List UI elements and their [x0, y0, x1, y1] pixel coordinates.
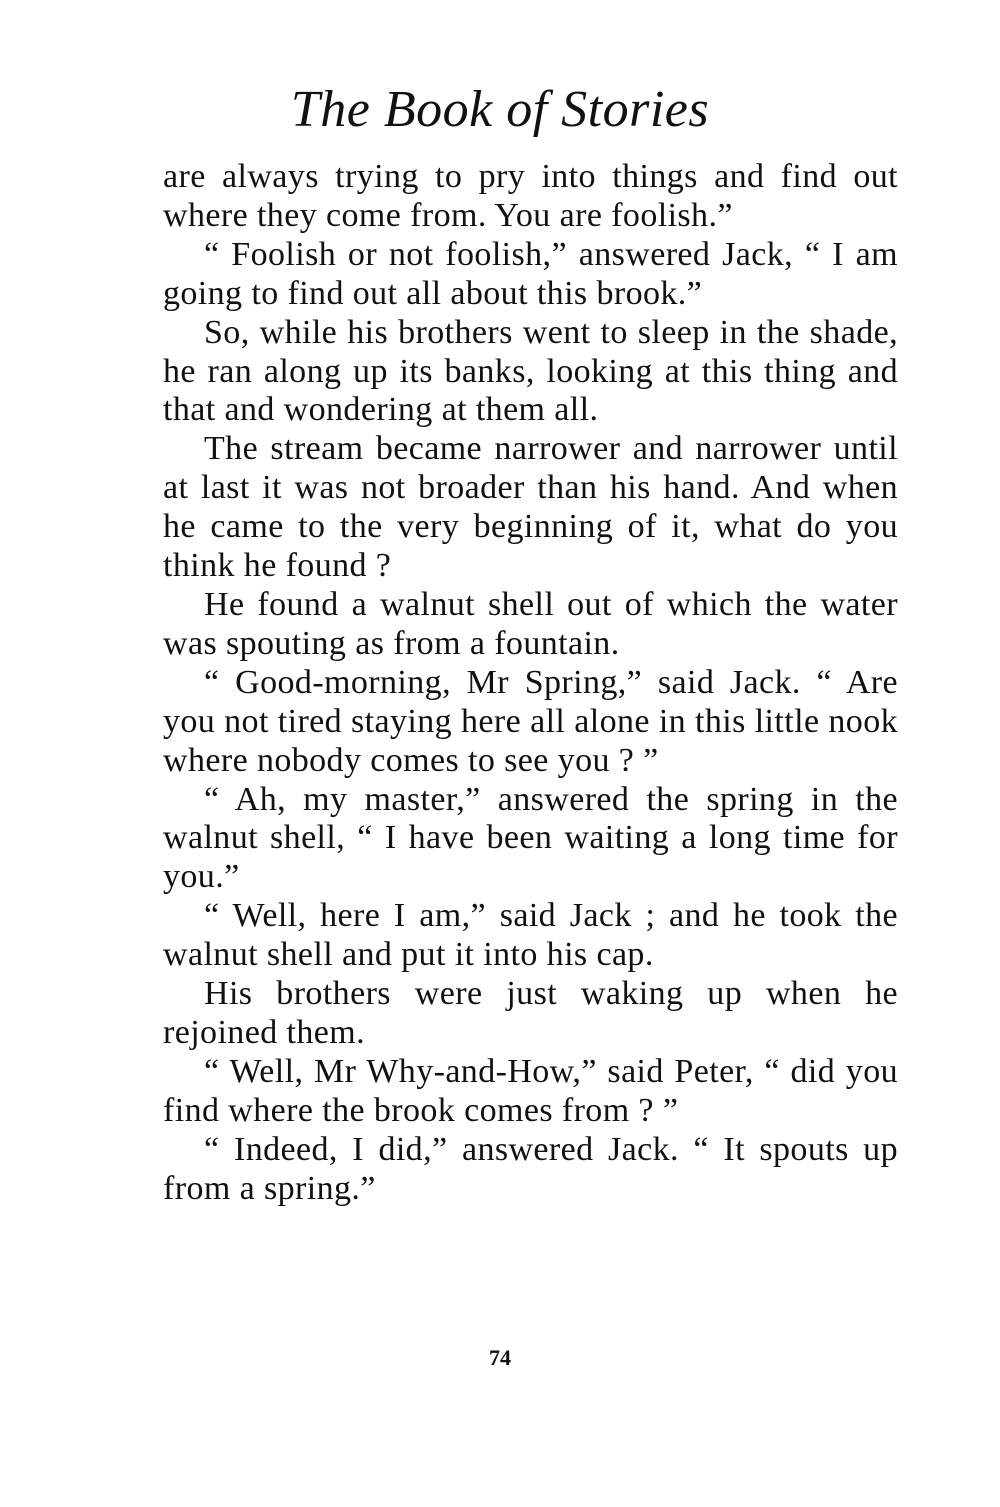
paragraph: So, while his brothers went to sleep in the shade, he ran along up its banks, looking at this thing and that and wondering at them all.	[163, 313, 898, 429]
paragraph: are always trying to pry into things and find out where they come from. You are foolish.”	[163, 158, 898, 234]
paragraph: “ Indeed, I did,” answered Jack. “ It spouts up from a spring.”	[163, 1130, 898, 1207]
paragraph: He found a walnut shell out of which the water was spouting as from a fountain.	[163, 585, 898, 662]
paragraph: “ Ah, my master,” answered the spring in the walnut shell, “ I have been waiting a long time for you.”	[163, 780, 898, 896]
paragraph: “ Well, here I am,” said Jack ; and he took the walnut shell and put it into his cap.	[163, 897, 898, 974]
page-number: 74	[489, 1345, 511, 1370]
body-text	[163, 158, 898, 1208]
paragraph: “ Good-morning, Mr Spring,” said Jack. “ Are you not tired staying here all alone in this little nook where nobody comes to see you ? ”	[163, 663, 898, 779]
paragraph: The stream became narrower and narrower until at last it was not broader than his hand. And when he came to the very beginning of it, what do you think he found ?	[163, 430, 898, 585]
running-title: The Book of Stories	[290, 81, 710, 138]
paragraph: “ Foolish or not foolish,” answered Jack, “ I am going to find out all about this brook.”	[163, 235, 898, 312]
paragraph: “ Well, Mr Why-and-How,” said Peter, “ did you find where the brook comes from ? ”	[163, 1052, 898, 1129]
paragraph: His brothers were just waking up when he rejoined them.	[163, 975, 898, 1051]
